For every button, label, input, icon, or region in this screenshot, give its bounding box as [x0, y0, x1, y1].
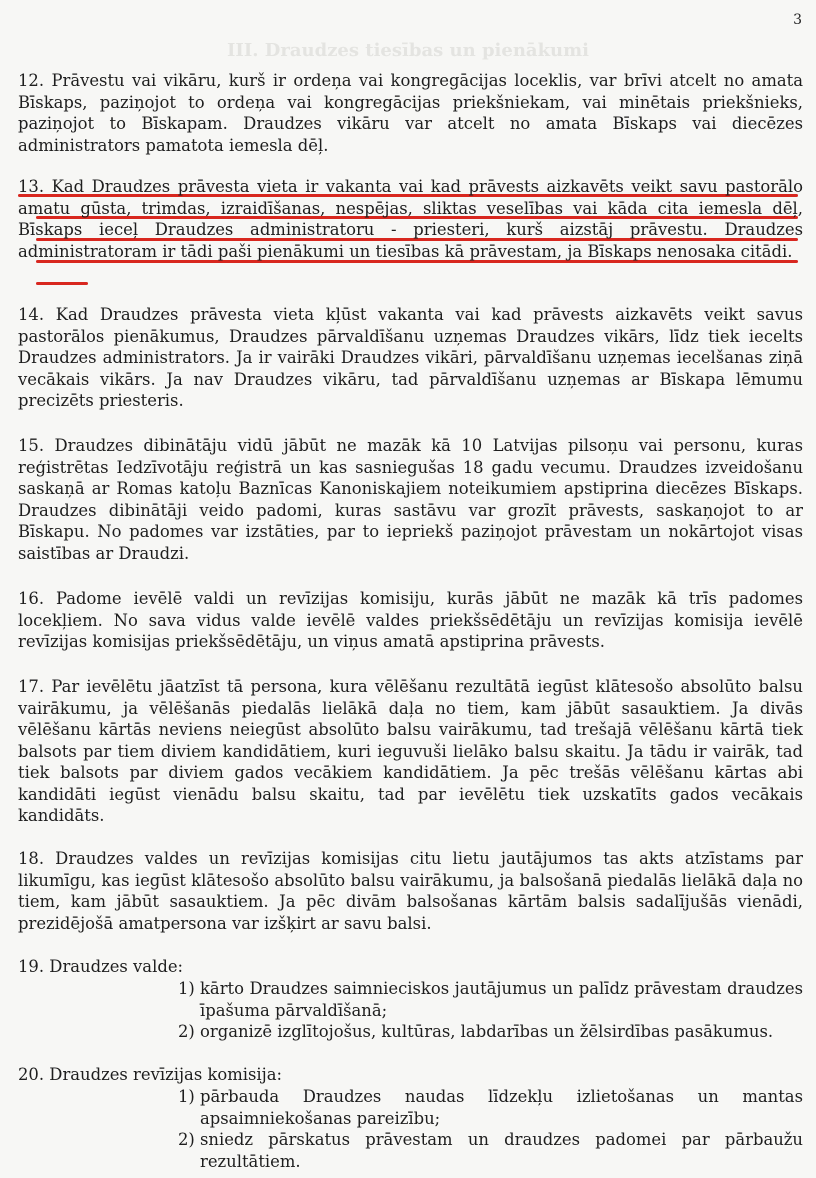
paragraph-text: Par ievēlētu jāatzīst tā persona, kura vēlēšanu rezultātā iegūst klātesošo absolūto balsu vairākumu, ja vēlēšanās piedalās lielākā daļa no tiem, kam jābūt sasauktiem. Ja divās vēlēšanu kārtās neviens neiegūst absolūto balsu vairākumu, tad trešajā vēlēšanu kārtā tiek balsots par tiem diviem kandidātiem, kuri ieguvuši lielāko balsu skaitu. Ja tādu ir vairāk, tad tiek balsots par diviem gados vecākiem kandidātiem. Ja pēc trešās vēlēšanu kārtas abi kandidāti iegūst vienādu balsu skaitu, tad par ievēlētu tiek uzskatīts gados vecākais kandidāts.: [18, 677, 803, 825]
red-underline: [36, 282, 88, 285]
list-marker: 2): [178, 1022, 195, 1041]
paragraph-number: 18.: [18, 849, 45, 868]
paragraph-13-highlighted: [18, 176, 803, 262]
paragraph-18: [18, 848, 803, 934]
ghost-heading: III. Draudzes tiesības un pienākumi: [226, 40, 590, 61]
paragraph-20: [18, 1064, 803, 1086]
page-number: 3: [793, 12, 802, 28]
list-marker: 1): [178, 1087, 195, 1106]
list-item: [178, 1129, 803, 1172]
list-marker: 1): [178, 979, 195, 998]
paragraph-number: 20.: [18, 1065, 45, 1084]
list-komisija: [178, 1086, 803, 1172]
paragraph-text: Kad Draudzes prāvesta vieta kļūst vakanta vai kad prāvests aizkavēts veikt savus pastorālos pienākumus, Draudzes pārvaldīšanu uzņemas Draudzes vikārs, līdz tiek iecelts Draudzes administrators. Ja ir vairāki Draudzes vikāri, pārvaldīšanu uzņemas iecelšanas ziņā vecākais vikārs. Ja nav Draudzes vikāru, tad pārvaldīšanu uzņemas ar Bīskapa lēmumu precizēts priesteris.: [18, 305, 804, 410]
paragraph-text: Draudzes valde:: [49, 957, 184, 976]
paragraph-number: 17.: [18, 677, 45, 696]
list-marker: 2): [178, 1130, 195, 1149]
paragraph-12: [18, 70, 803, 156]
paragraph-number: 14.: [18, 305, 45, 324]
paragraph-text: Draudzes revīzijas komisija:: [49, 1065, 283, 1084]
list-item-text: organizē izglītojošus, kultūras, labdarības un žēlsirdības pasākumus.: [200, 1022, 774, 1041]
paragraph-number: 15.: [18, 436, 45, 455]
paragraph-number: 13.: [18, 177, 45, 196]
paragraph-text: Draudzes dibinātāju vidū jābūt ne mazāk kā 10 Latvijas pilsoņu vai personu, kuras reģistrētas Iedzīvotāju reģistrā un kas sasniegušas 18 gadu vecumu. Draudzes izveidošanu saskaņā ar Romas katoļu Baznīcas Kanoniskajiem noteikumiem apstiprina diecēzes Bīskaps. Draudzes dibinātāji veido padomi, kuras sastāvu var grozīt prāvests, saskaņojot to ar Bīskapu. No padomes var izstāties, par to iepriekš paziņojot prāvestam un nokārtojot visas saistības ar Draudzi.: [18, 436, 803, 563]
list-item: [178, 978, 803, 1021]
paragraph-text: Draudzes valdes un revīzijas komisijas citu lietu jautājumos tas akts atzīstams par likumīgu, kas iegūst klātesošo absolūto balsu vairākumu, ja balsošanā piedalās lielākā daļa no tiem, kam jābūt sasauktiem. Ja pēc divām balsošanas kārtām balsis sadalījušās vienādi, prezidējošā amatpersona var izšķirt ar savu balsi.: [18, 849, 803, 933]
paragraph-number: 16.: [18, 589, 45, 608]
paragraph-19: [18, 956, 803, 978]
paragraph-text: Prāvestu vai vikāru, kurš ir ordeņa vai kongregācijas loceklis, var brīvi atcelt no amata Bīskaps, paziņojot to ordeņa vai kongregācijas priekšniekam, vai minētais priekšnieks, paziņojot to Bīskapam. Draudzes vikāru var atcelt no amata Bīskaps vai diecēzes administrators pamatota iemesla dēļ.: [18, 71, 803, 155]
paragraph-15: [18, 435, 803, 564]
paragraph-number: 19.: [18, 957, 45, 976]
paragraph-text: Kad Draudzes prāvesta vieta ir vakanta vai kad prāvests aizkavēts veikt savu pastorālo amatu gūsta, trimdas, izraidīšanas, nespējas, sliktas veselības vai kāda cita iemesla dēļ, Bīskaps ieceļ Draudzes administratoru - priesteri, kurš aizstāj prāvestu. Draudzes administratoram ir tādi paši pienākumi un tiesības kā prāvestam, ja Bīskaps nenosaka citādi.: [18, 177, 803, 261]
paragraph-14: [18, 304, 803, 412]
list-valde: [178, 978, 803, 1043]
list-item: [178, 1086, 803, 1129]
list-item-text: sniedz pārskatus prāvestam un draudzes padomei par pārbaužu rezultātiem.: [200, 1130, 803, 1171]
paragraph-16: [18, 588, 803, 653]
list-item: [178, 1021, 803, 1043]
paragraph-number: 12.: [18, 71, 45, 90]
list-item-text: pārbauda Draudzes naudas līdzekļu izlietošanas un mantas apsaimniekošanas pareizību;: [200, 1087, 803, 1128]
paragraph-text: Padome ievēlē valdi un revīzijas komisiju, kurās jābūt ne mazāk kā trīs padomes locekļiem. No sava vidus valde ievēlē valdes priekšsēdētāju un revīzijas komisija ievēlē revīzijas komisijas priekšsēdētāju, un viņus amatā apstiprina prāvests.: [18, 589, 803, 651]
paragraph-17: [18, 676, 803, 827]
list-item-text: kārto Draudzes saimnieciskos jautājumus un palīdz prāvestam draudzes īpašuma pārvaldīšanā;: [200, 979, 803, 1020]
